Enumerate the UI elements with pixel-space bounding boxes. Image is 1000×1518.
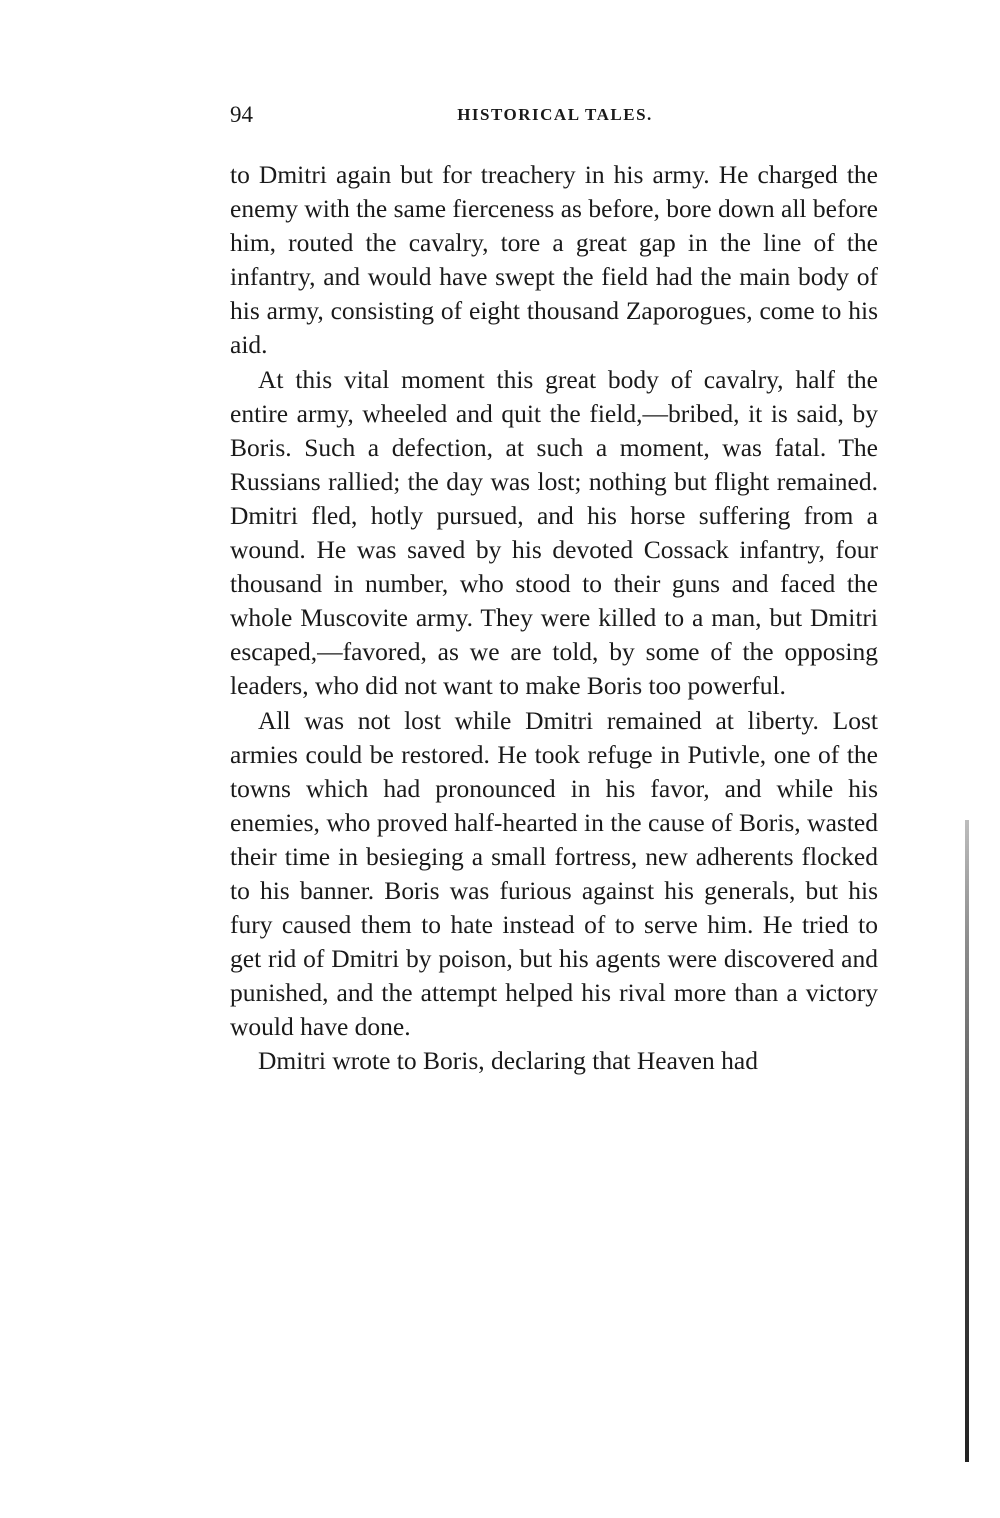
body-text [230, 158, 878, 1079]
page-number: 94 [230, 102, 253, 127]
paragraph-2: At this vital moment this great body of cavalry, half the entire army, wheeled and quit the field,—bribed, it is said, by Boris. Such a defection, at such a moment, was fatal. The Russians rallied; the day was lost; nothing but flight remained. Dmitri fled, hotly pursued, and his horse suffering from a wound. He was saved by his devoted Cossack infantry, four thousand in number, who stood to their guns and faced the whole Muscovite army. They were killed to a man, but Dmitri escaped,—favored, as we are told, by some of the opposing leaders, who did not want to make Boris too powerful. [230, 364, 878, 701]
paragraph-3: All was not lost while Dmitri remained at liberty. Lost armies could be restored. He took refuge in Putivle, one of the towns which had pronounced in his favor, and while his enemies, who proved half-hearted in the cause of Boris, wasted their time in besieging a small fortress, new adherents flocked to his banner. Boris was furious against his generals, but his fury caused them to hate instead of to serve him. He tried to get rid of Dmitri by poison, but his agents were discovered and punished, and the attempt helped his rival more than a victory would have done. [230, 705, 878, 1042]
running-head: HISTORICAL TALES. [457, 105, 653, 124]
page-header [230, 102, 880, 132]
paragraph-1: to Dmitri again but for treachery in his army. He charged the enemy with the same fierceness as before, bore down all before him, routed the cavalry, tore a great gap in the line of the infantry, and would have swept the field had the main body of his army, consisting of eight thousand Zaporogues, come to his aid. [230, 160, 878, 360]
paragraph-4: Dmitri wrote to Boris, declaring that Heaven had [258, 1046, 758, 1076]
page-edge-shadow [965, 820, 969, 1462]
